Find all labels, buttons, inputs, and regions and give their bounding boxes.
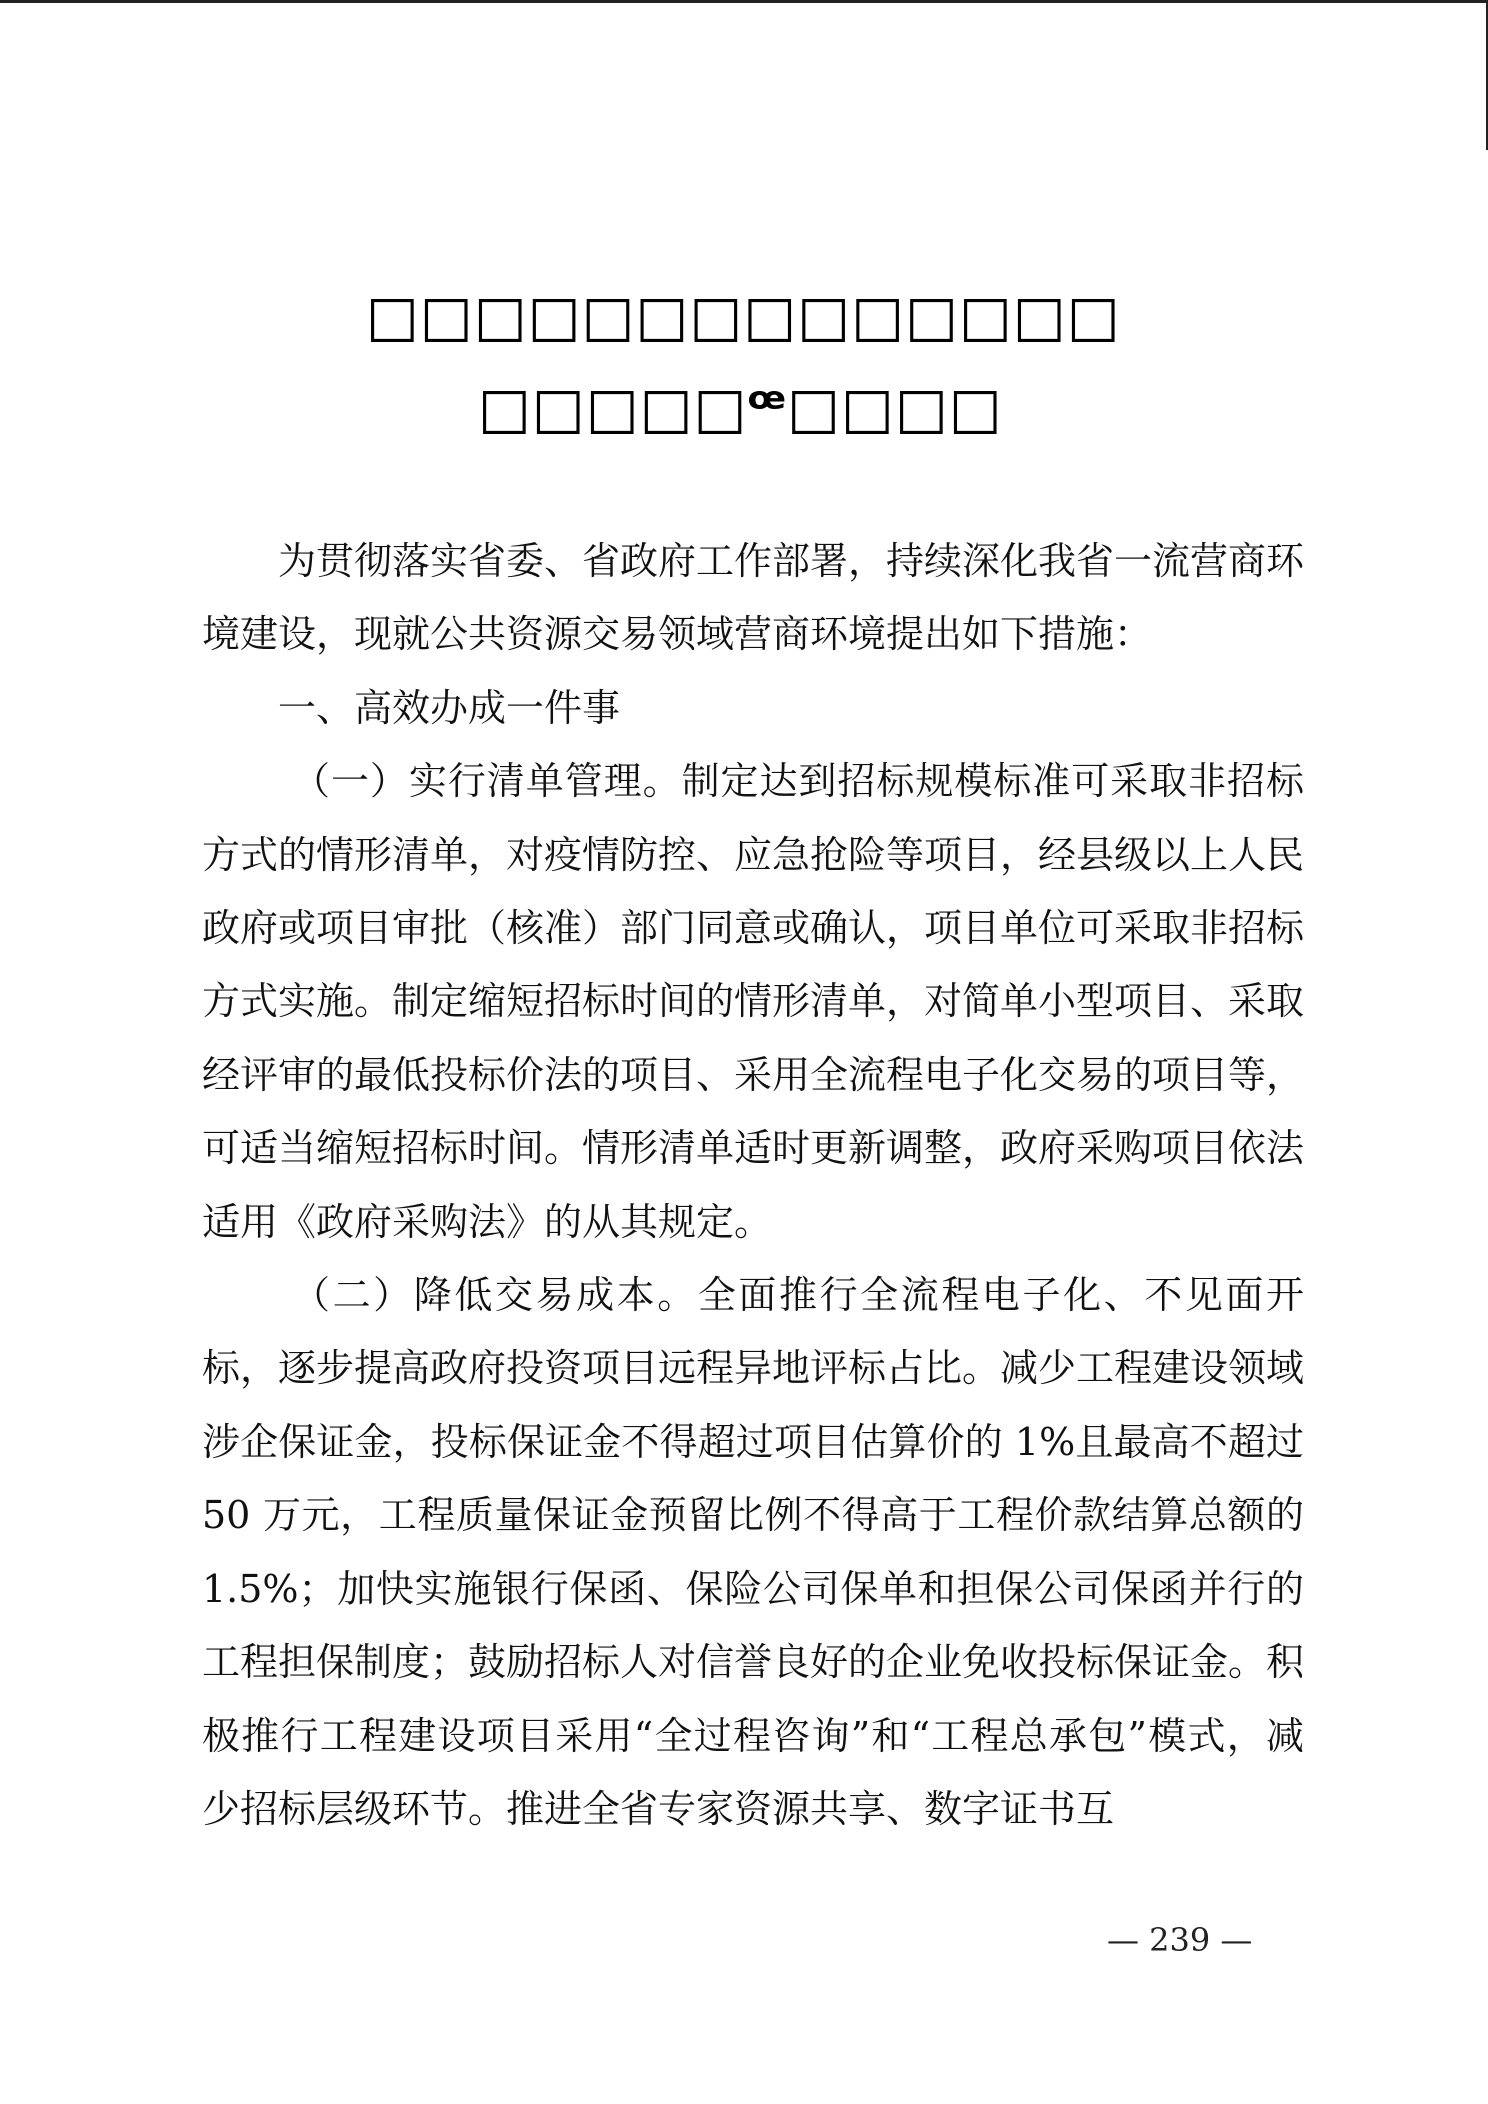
page-number: — 239 — [1107, 1921, 1253, 1959]
document-title-line-1: □□□□□□□□□□□□□□ [366, 284, 1121, 349]
document-body [202, 525, 1304, 1846]
clause-2-paragraph: （二）降低交易成本。全面推行全流程电子化、不见面开标，逐步提高政府投资项目远程异地评标占比。减少工程建设领域涉企保证金，投标保证金不得超过项目估算价的 1%且最高不超过 50 万元，工程质量保证金预留比例不得高于工程价款结算总额的 1.5%；加快实施银行保函、保险公司保单和担保公司保函并行的工程担保制度；鼓励招标人对信誉良好的企业免收投标保证金。积极推行工程建设项目采用“全过程咨询”和“工程总承包”模式，减少招标层级环节。推进全省专家资源共享、数字证书互 [202, 1273, 1305, 1831]
clause-1-paragraph: （一）实行清单管理。制定达到招标规模标准可采取非招标方式的情形清单，对疫情防控、应急抢险等项目，经县级以上人民政府或项目审批（核准）部门同意或确认，项目单位可采取非招标方式实施。制定缩短招标时间的情形清单，对简单小型项目、采取经评审的最低投标价法的项目、采用全流程电子化交易的项目等，可适当缩短招标时间。情形清单适时更新调整，政府采购项目依法适用《政府采购法》的从其规定。 [202, 759, 1305, 1244]
intro-paragraph: 为贯彻落实省委、省政府工作部署，持续深化我省一流营商环境建设，现就公共资源交易领域营商环境提出如下措施： [202, 539, 1305, 657]
top-border [0, 0, 1488, 3]
section-heading: 一、高效办成一件事 [278, 685, 621, 730]
document-title-line-2: □□□□□ꟹ□□□□ [478, 376, 1003, 441]
